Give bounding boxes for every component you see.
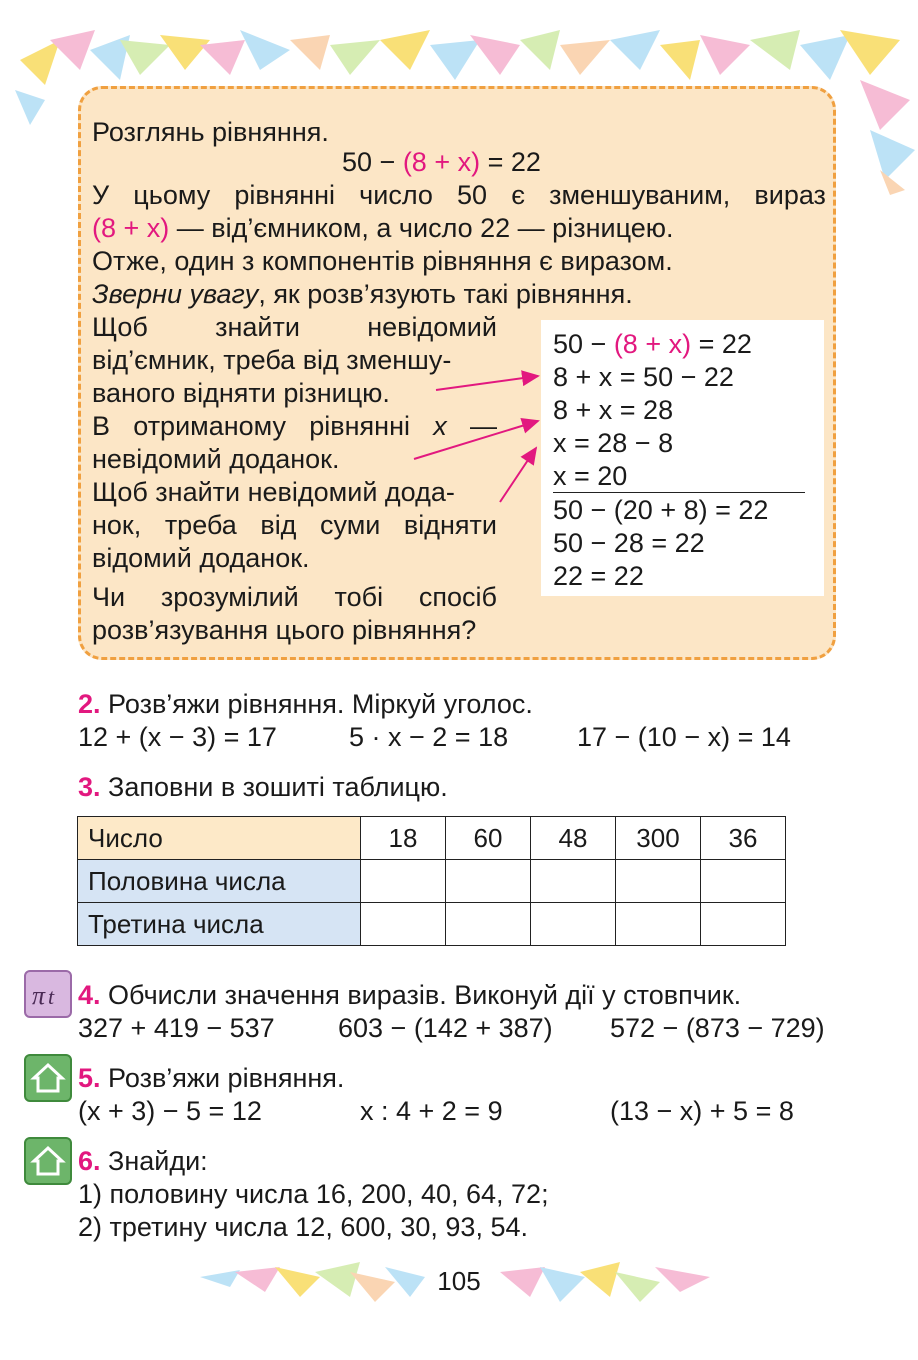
task-5-equation: x : 4 + 2 = 9 [360,1096,503,1126]
arrow [414,421,538,459]
table-cell [531,860,616,903]
explanation-line: від’ємник, треба від зменшу- [92,345,452,375]
table-cell: 36 [701,817,786,860]
table-row-label: Третина числа [78,903,361,946]
task-4-heading: 4. Обчисли значення виразів. Виконуй дії у стовпчик. [78,980,742,1010]
task-5-equation: (x + 3) − 5 = 12 [78,1096,262,1126]
table-cell [446,903,531,946]
task-4-expression: 327 + 419 − 537 [78,1013,275,1043]
solution-step: 8 + x = 28 [553,395,674,425]
intro-line: Розглянь рівняння. [92,117,329,147]
solution-step: 50 − (8 + x) = 22 [553,329,752,359]
table-cell [361,860,446,903]
table-cell [701,860,786,903]
task-6-heading: 6. Знайди: [78,1146,208,1176]
table-row-label: Число [78,817,361,860]
solution-step: 8 + x = 50 − 22 [553,362,734,392]
task-3-heading: 3. Заповни в зошиті таблицю. [78,772,448,802]
explanation-line: невідомий доданок. [92,444,340,474]
table-row-label: Половина числа [78,860,361,903]
table-cell [616,860,701,903]
table-cell [446,860,531,903]
task-5-equation: (13 − x) + 5 = 8 [610,1096,794,1126]
explanation-arrows [400,360,550,510]
svg-text:π: π [32,981,46,1010]
solution-step: x = 28 − 8 [553,428,674,458]
task-2-heading: 2. Розв’яжи рівняння. Міркуй уголос. [78,689,533,719]
table-row [78,817,786,860]
explanation-line: Щоб знайти невідомий дода- [92,477,455,507]
intro-line: Отже, один з компонентів рівняння є виразом. [92,246,673,276]
task-4-expression: 572 − (873 − 729) [610,1013,825,1043]
explanation-line: В отриманому рівнянні x — [92,411,497,441]
page-number: 105 [437,1266,481,1296]
table-row [78,903,786,946]
question-line: Чи зрозумілий тобі спосіб [92,582,497,612]
question-line: розв’язування цього рівняння? [92,615,477,645]
solution-step: x = 20 [553,461,628,491]
check-step: 50 − 28 = 22 [553,528,705,558]
task-6-line: 2) третину числа 12, 600, 30, 93, 54. [78,1212,528,1242]
arrow [436,376,538,390]
table-cell [361,903,446,946]
arrow [500,448,536,502]
fill-table [77,816,786,946]
intro-equation: 50 − (8 + x) = 22 [342,147,541,177]
task-5-heading: 5. Розв’яжи рівняння. [78,1063,345,1093]
home-icon [24,1054,72,1102]
table-cell [531,903,616,946]
explanation-line: нок, треба від суми відняти [92,510,497,540]
solution-divider [553,492,805,493]
explanation-line: Щоб знайти невідомий [92,312,497,342]
calculator-icon [24,970,72,1018]
table-cell: 48 [531,817,616,860]
solution-box [541,320,824,596]
intro-line-justified: У цьому рівнянні число 50 є зменшуваним, вираз [92,180,826,210]
task-2-equation: 17 − (10 − x) = 14 [577,722,791,752]
explanation-line: відомий доданок. [92,543,310,573]
intro-line: Зверни увагу, як розв’язують такі рівняння. [92,279,633,309]
task-2-equation: 12 + (x − 3) = 17 [78,722,277,752]
check-step: 50 − (20 + 8) = 22 [553,495,769,525]
intro-line: (8 + x) — від’ємником, а число 22 — різницею. [92,213,674,243]
task-2-equation: 5 · x − 2 = 18 [349,722,509,752]
table-cell: 60 [446,817,531,860]
table-cell: 300 [616,817,701,860]
table-cell: 18 [361,817,446,860]
svg-text:t: t [48,984,55,1009]
table-cell [701,903,786,946]
table-cell [616,903,701,946]
task-4-expression: 603 − (142 + 387) [338,1013,553,1043]
explanation-line: ваного відняти різницю. [92,378,390,408]
task-6-line: 1) половину числа 16, 200, 40, 64, 72; [78,1179,549,1209]
check-step: 22 = 22 [553,561,644,591]
home-icon [24,1137,72,1185]
table-row [78,860,786,903]
